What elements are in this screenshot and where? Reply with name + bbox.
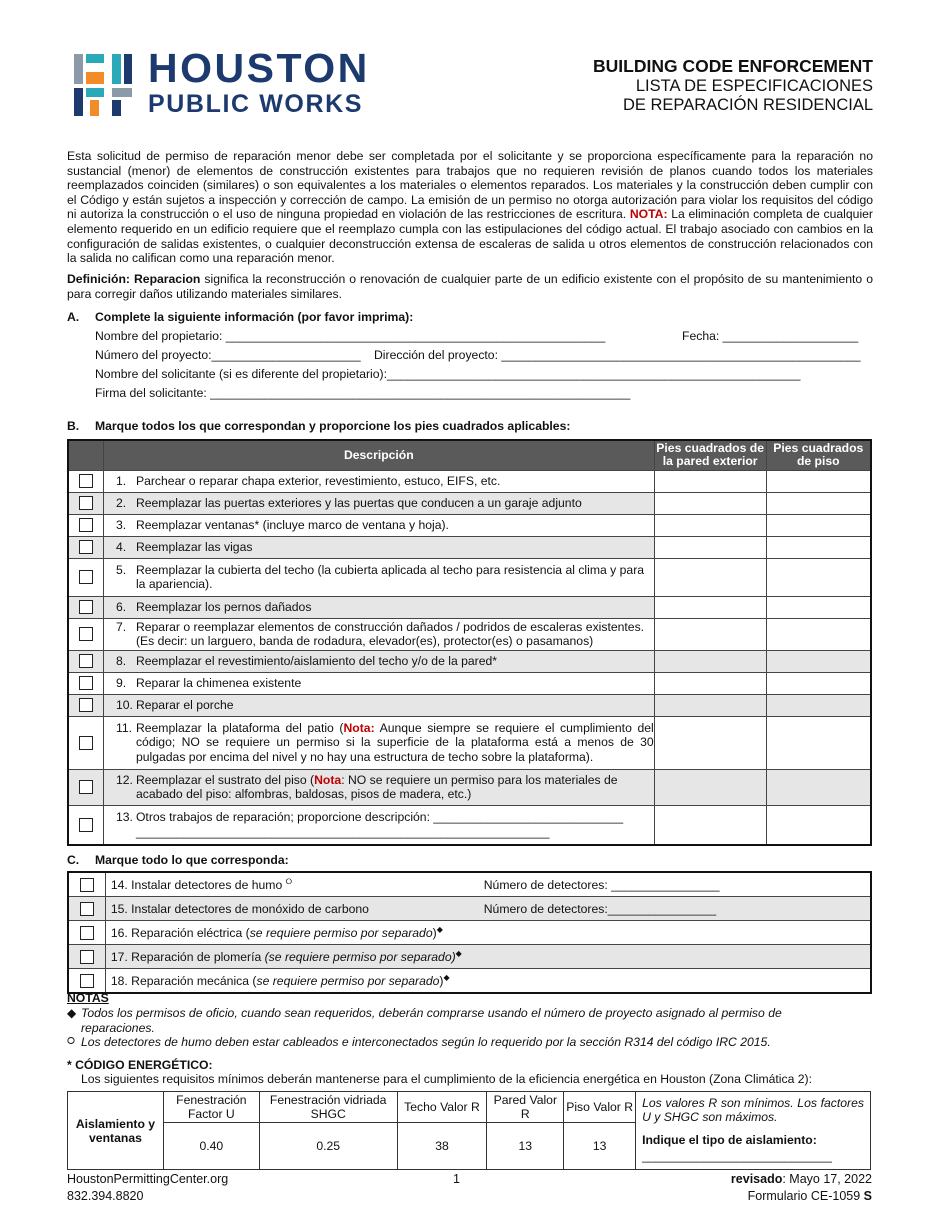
table-header-row <box>68 440 871 470</box>
table-row <box>68 969 871 994</box>
intro-text-2: La eliminación completa de cualquier elemento requerido en un edificio requiere que el reemplazo cumpla con las estipulaciones del código actual. El trabajo asociado con cambios en la configuración de salidas existentes, o cualquier deconstrucción extensa de escaleras de salida u otros elementos de construcción relacionados con la salida no califican como una reparación menor. <box>67 207 873 266</box>
owner-name-field[interactable]: Nombre del propietario: ________________________________________________________ <box>95 329 606 343</box>
item-text: 17. Reparación de plomería <box>110 950 265 965</box>
item-description <box>103 470 654 492</box>
item-text: Reemplazar la cubierta del techo (la cubierta aplicada al techo para resistencia al clima y para la apariencia). <box>135 562 645 591</box>
checkbox-cell <box>68 716 103 769</box>
checkbox-cell <box>68 769 103 805</box>
item-text: Reparar la chimenea existente <box>135 675 302 690</box>
revision-label: revisado <box>730 1172 783 1186</box>
circle-icon: ⭘ <box>67 1036 75 1047</box>
smoke-detector-note-icon: ⭘ <box>285 876 293 886</box>
header-check-col <box>68 440 103 470</box>
footer-phone: 832.394.8820 <box>67 1189 144 1203</box>
wall-sqft-input[interactable] <box>654 618 766 650</box>
checkbox-cell <box>68 492 103 514</box>
repair-items-table <box>67 439 872 846</box>
checkbox-cell <box>68 921 105 945</box>
checkbox-cell <box>68 872 105 897</box>
floor-sqft-input[interactable] <box>766 536 871 558</box>
item-3-checkbox[interactable] <box>79 518 93 532</box>
note-1-text: Todos los permisos de oficio, cuando sean requeridos, deberán comprarse usando el número de proyecto asignado al permiso de reparaciones. <box>81 1006 782 1035</box>
item-text: Reemplazar los pernos dañados <box>135 599 312 614</box>
intro-nota-label: NOTA: <box>629 207 668 222</box>
checkbox-cell <box>68 514 103 536</box>
checkbox-cell <box>68 596 103 618</box>
checkbox-cell <box>68 897 105 921</box>
item-description <box>105 921 871 945</box>
item-text: Reemplazar la plataforma del patio ( <box>135 720 344 735</box>
footer-website: HoustonPermittingCenter.org <box>67 1172 229 1186</box>
logo-word-public-works: PUBLIC WORKS <box>148 90 364 118</box>
item-description <box>105 945 871 969</box>
item-8-checkbox[interactable] <box>79 654 93 668</box>
checkbox-cell <box>68 536 103 558</box>
definition-paragraph <box>67 272 873 301</box>
item-number: 2. <box>115 495 127 510</box>
item-description <box>103 694 654 716</box>
item-text-end: ) <box>432 926 437 941</box>
item-description <box>105 897 482 921</box>
form-number-suffix: S <box>863 1189 872 1203</box>
floor-sqft-input[interactable] <box>766 769 871 805</box>
section-b-letter: B. <box>67 419 80 433</box>
energy-code-title: * CÓDIGO ENERGÉTICO: <box>67 1058 213 1072</box>
item-16-checkbox[interactable] <box>80 926 94 940</box>
item-text: 15. Instalar detectores de monóxido de carbono <box>110 901 369 916</box>
energy-header-floor: Piso Valor R <box>564 1092 636 1123</box>
item-description <box>103 769 654 805</box>
item-1-checkbox[interactable] <box>79 474 93 488</box>
floor-sqft-input[interactable] <box>766 805 871 845</box>
item-number: 13. <box>115 810 133 825</box>
section-a-title: Complete la siguiente información (por favor imprima): <box>95 310 414 324</box>
floor-sqft-input[interactable] <box>766 694 871 716</box>
form-number <box>731 1188 872 1205</box>
checkbox-cell <box>68 672 103 694</box>
detector-count-field[interactable]: Número de detectores: ________________ <box>483 872 871 897</box>
note-1 <box>67 1006 857 1035</box>
table-row <box>68 492 871 514</box>
table-row <box>68 470 871 492</box>
footer-right <box>731 1171 872 1205</box>
table-row <box>68 694 871 716</box>
project-number-field[interactable]: Número del proyecto:______________________ <box>95 348 361 362</box>
checkbox-cell <box>68 694 103 716</box>
floor-sqft-input[interactable] <box>766 650 871 672</box>
item-number: 12. <box>115 772 133 787</box>
item-6-checkbox[interactable] <box>79 600 93 614</box>
item-2-checkbox[interactable] <box>79 496 93 510</box>
header-subtitle-2: DE REPARACIÓN RESIDENCIAL <box>623 96 873 114</box>
table-row <box>68 596 871 618</box>
checkbox-cell <box>68 969 105 994</box>
houston-public-works-logo <box>72 45 392 120</box>
wall-sqft-input[interactable] <box>654 694 766 716</box>
item-italic-text: se requiere permiso por separado <box>256 974 440 989</box>
item-18-checkbox[interactable] <box>80 974 94 988</box>
section-a-letter: A. <box>67 310 80 324</box>
intro-paragraph <box>67 149 873 266</box>
item-number: 11. <box>115 720 132 735</box>
item-note-text: : NO se requiere un permiso para los materiales de acabado del piso: alfombras, baldosas, pisos de madera, etc.) <box>135 772 618 801</box>
section-c-heading <box>67 853 289 867</box>
wall-sqft-input[interactable] <box>654 769 766 805</box>
wall-sqft-input[interactable] <box>654 558 766 596</box>
checkbox-cell <box>68 650 103 672</box>
applicant-signature-field[interactable]: Firma del solicitante: ______________________________________________________________ <box>95 386 631 400</box>
other-repairs-field[interactable]: Otros trabajos de reparación; proporcione descripción: ____________________________ <box>135 810 624 825</box>
definition-label: Definición: Reparacion <box>67 272 201 286</box>
table-row <box>68 558 871 596</box>
item-number: 1. <box>115 473 127 488</box>
item-note-label: Nota <box>314 772 342 787</box>
form-number-text: Formulario CE-1059 <box>747 1189 864 1203</box>
item-description <box>103 596 654 618</box>
item-text-end: ) <box>439 974 444 989</box>
table-row <box>68 618 871 650</box>
wall-sqft-input[interactable] <box>654 514 766 536</box>
checkbox-cell <box>68 805 103 845</box>
table-row <box>68 650 871 672</box>
item-text: Reparar o reemplazar elementos de construcción dañados / podridos de escaleras existentes. (Es decir: un larguero, banda de rodadura, elevador(es), protector(es) o pasamanos) <box>135 619 645 648</box>
item-text: Parchear o reparar chapa exterior, revestimiento, estuco, EIFS, etc. <box>135 473 501 488</box>
logo-mark-icon <box>72 50 136 120</box>
floor-sqft-input[interactable] <box>766 618 871 650</box>
wall-r-value: 13 <box>487 1123 564 1170</box>
document-header <box>593 57 873 116</box>
energy-requirements-table <box>67 1091 871 1170</box>
item-number: 6. <box>115 599 127 614</box>
item-number-label: 10. <box>115 697 133 712</box>
energy-header-shgc: Fenestración vidriada SHGC <box>259 1092 397 1123</box>
u-factor-value: 0.40 <box>163 1123 259 1170</box>
item-description <box>103 492 654 514</box>
item-note-text: Aunque siempre se requiere el cumplimiento del código; NO se requiere un permiso si la superficie de la plataforma está a menos de 30 pulgadas por encima del nivel y no hay una estructura de techo sobre la plataforma). <box>135 720 654 764</box>
item-number: 5. <box>115 562 127 577</box>
wall-sqft-input[interactable] <box>654 596 766 618</box>
separate-permit-icon: ◆ <box>436 924 443 934</box>
floor-sqft-input[interactable] <box>766 558 871 596</box>
checkbox-cell <box>68 945 105 969</box>
floor-sqft-input[interactable] <box>766 596 871 618</box>
energy-note-cell <box>636 1092 871 1170</box>
item-description <box>103 716 654 769</box>
project-address-field[interactable]: Dirección del proyecto: _____________________________________________________ <box>374 348 861 362</box>
section-c-letter: C. <box>67 853 80 867</box>
table-row <box>68 921 871 945</box>
energy-code-description: Los siguientes requisitos mínimos deberán mantenerse para el cumplimiento de la eficiencia energética en Houston (Zona Climática 2): <box>81 1072 812 1086</box>
other-repairs-line-2[interactable]: _____________________________________________________________ <box>135 824 550 839</box>
page-number: 1 <box>453 1172 460 1186</box>
table-row <box>68 805 871 845</box>
wall-sqft-input[interactable] <box>654 716 766 769</box>
wall-sqft-input[interactable] <box>654 492 766 514</box>
item-italic-text: (se requiere permiso por separado) <box>264 950 456 965</box>
item-text: 16. Reparación eléctrica ( <box>110 926 250 941</box>
item-description <box>103 618 654 650</box>
note-2 <box>67 1035 857 1050</box>
item-number: 7. <box>115 619 127 634</box>
item-italic-text: se requiere permiso por separado <box>249 926 433 941</box>
item-description <box>103 514 654 536</box>
item-text: Reemplazar ventanas* (incluye marco de ventana y hoja). <box>135 517 449 532</box>
applicant-name-field[interactable]: Nombre del solicitante (si es diferente del propietario):_____________________________________________________________ <box>95 367 801 381</box>
section-b-title: Marque todos los que correspondan y proporcione los pies cuadrados aplicables: <box>95 419 571 433</box>
item-description <box>103 558 654 596</box>
floor-sqft-input[interactable] <box>766 514 871 536</box>
item-number: 8. <box>115 653 127 668</box>
item-text: Reemplazar el revestimiento/aislamiento del techo y/o de la pared* <box>135 653 498 668</box>
energy-note: Los valores R son mínimos. Los factores U y SHGC son máximos. <box>642 1096 864 1124</box>
item-13-checkbox[interactable] <box>79 818 93 832</box>
item-description <box>103 805 654 845</box>
energy-header-ceiling: Techo Valor R <box>397 1092 487 1123</box>
date-field[interactable]: Fecha: ____________________ <box>682 329 859 343</box>
checkbox-cell <box>68 618 103 650</box>
wall-sqft-input[interactable] <box>654 805 766 845</box>
separate-permit-icon: ◆ <box>443 972 450 982</box>
floor-sqft-input[interactable] <box>766 492 871 514</box>
item-text: Reemplazar el sustrato del piso ( <box>135 772 315 787</box>
header-title: BUILDING CODE ENFORCEMENT <box>593 56 873 76</box>
floor-sqft-input[interactable] <box>766 716 871 769</box>
item-text: Reemplazar las vigas <box>135 539 253 554</box>
table-row <box>68 872 871 897</box>
item-5-checkbox[interactable] <box>79 570 93 584</box>
insulation-type-label: Indique el tipo de aislamiento: <box>642 1133 817 1147</box>
shgc-value: 0.25 <box>259 1123 397 1170</box>
note-2-text: Los detectores de humo deben estar cableados e interconectados según lo requerido por la sección R314 del código IRC 2015. <box>81 1035 771 1049</box>
item-text: Reparar el porche <box>135 697 234 712</box>
item-description <box>105 969 871 994</box>
table-row <box>68 672 871 694</box>
diamond-icon: ◆ <box>67 1006 77 1020</box>
header-wall-sqft: Pies cuadrados de la pared exterior <box>654 440 766 470</box>
detector-count-field[interactable]: Número de detectores:________________ <box>483 897 871 921</box>
revision-date: : Mayo 17, 2022 <box>782 1172 872 1186</box>
item-description <box>103 650 654 672</box>
item-description <box>103 672 654 694</box>
definition-text: significa la reconstrucción o renovación de cualquier parte de un edificio existente con el propósito de su mantenimiento o para corregir daños utilizando materiales similares. <box>67 272 873 301</box>
item-12-checkbox[interactable] <box>79 780 93 794</box>
header-description: Descripción <box>103 440 654 470</box>
header-floor-sqft: Pies cuadrados de piso <box>766 440 871 470</box>
item-description <box>105 872 482 897</box>
item-note-label: Nota: <box>343 720 375 735</box>
item-9-checkbox[interactable] <box>79 676 93 690</box>
floor-sqft-input[interactable] <box>766 672 871 694</box>
section-c-title: Marque todo lo que corresponda: <box>95 853 289 867</box>
ceiling-r-value: 38 <box>397 1123 487 1170</box>
notes-title: NOTAS <box>67 991 109 1005</box>
wall-sqft-input[interactable] <box>654 536 766 558</box>
item-14-checkbox[interactable] <box>80 878 94 892</box>
wall-sqft-input[interactable] <box>654 672 766 694</box>
footer-left <box>67 1171 228 1205</box>
item-number: 3. <box>115 517 127 532</box>
item-text: Reemplazar las puertas exteriores y las puertas que conducen a un garaje adjunto <box>135 495 582 510</box>
table-row <box>68 514 871 536</box>
header-subtitle-1: LISTA DE ESPECIFICACIONES <box>635 76 873 95</box>
additional-items-table <box>67 871 872 994</box>
item-text: 18. Reparación mecánica ( <box>110 974 257 989</box>
checkbox-cell <box>68 558 103 596</box>
table-row <box>68 897 871 921</box>
floor-r-value: 13 <box>564 1123 636 1170</box>
table-row <box>68 716 871 769</box>
insulation-windows-label: Aislamiento y ventanas <box>68 1092 164 1170</box>
revision-line <box>731 1171 872 1188</box>
energy-header-wall: Pared Valor R <box>487 1092 564 1123</box>
energy-header-row <box>68 1092 871 1123</box>
logo-word-houston: HOUSTON <box>148 45 370 91</box>
table-row <box>68 945 871 969</box>
intro-text: Esta solicitud de permiso de reparación menor debe ser completada por el solicitante y se proporciona específicamente para la reparación no sustancial (menor) de elementos de construcción existentes para trabajos que no requieren revisión de planos cuando todos los materiales reemplazados coinciden (similares) o son equivalentes a los materiales o elementos reparados. Los materiales y la construcción deben cumplir con el Código y están sujetos a inspección y corrección de campo. La emisión de un permiso no otorga autorización para violar los requisitos del código ni autoriza la construcción o el uso de ninguna propiedad en violación de las restricciones de escritura. <box>67 149 873 222</box>
section-a-heading <box>67 310 413 324</box>
item-number: 4. <box>115 539 127 554</box>
wall-sqft-input[interactable] <box>654 470 766 492</box>
item-4-checkbox[interactable] <box>79 540 93 554</box>
section-b-heading <box>67 419 570 433</box>
item-11-checkbox[interactable] <box>79 736 93 750</box>
floor-sqft-input[interactable] <box>766 470 871 492</box>
item-10-checkbox[interactable] <box>79 698 93 712</box>
item-number: 9. <box>115 675 127 690</box>
checkbox-cell <box>68 470 103 492</box>
separate-permit-icon: ◆ <box>455 948 462 958</box>
item-7-checkbox[interactable] <box>79 627 93 641</box>
table-row <box>68 769 871 805</box>
item-17-checkbox[interactable] <box>80 950 94 964</box>
insulation-type-field[interactable]: ____________________________ <box>642 1149 832 1163</box>
item-description <box>103 536 654 558</box>
table-row <box>68 536 871 558</box>
item-15-checkbox[interactable] <box>80 902 94 916</box>
wall-sqft-input[interactable] <box>654 650 766 672</box>
item-text: 14. Instalar detectores de humo <box>110 878 286 893</box>
energy-header-u-factor: Fenestración Factor U <box>163 1092 259 1123</box>
